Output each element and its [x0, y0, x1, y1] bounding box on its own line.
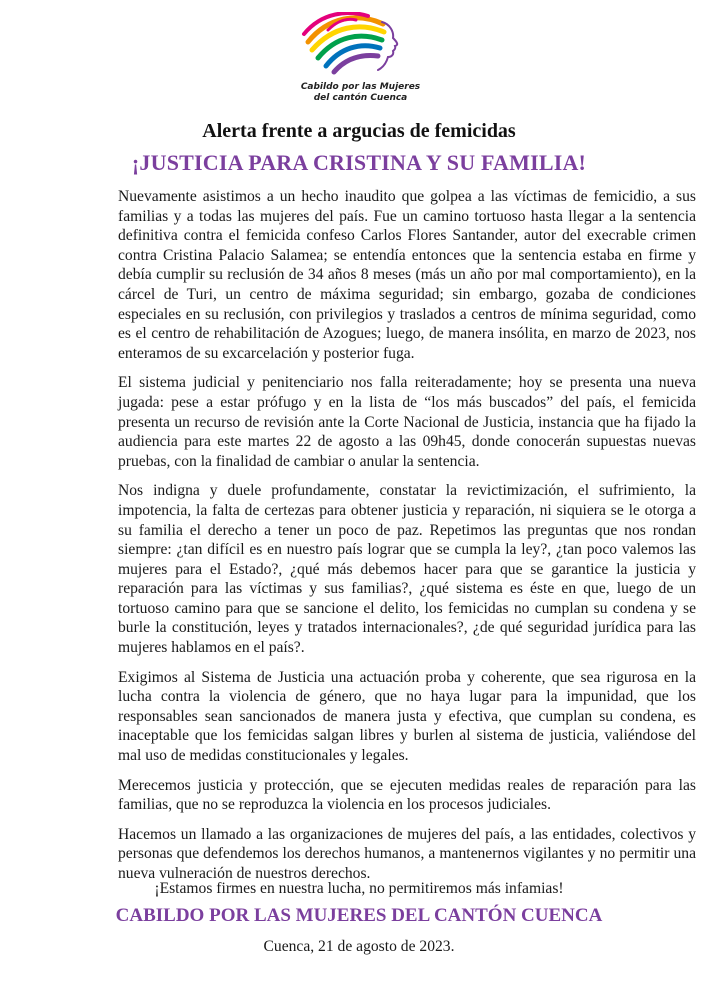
- document-date: Cuenca, 21 de agosto de 2023.: [263, 938, 455, 955]
- paragraph-4: Exigimos al Sistema de Justicia una actuación proba y coherente, que sea rigurosa en la lucha contra la violencia de género, que no haya lugar para la impunidad, que los responsables sean sancionados de manera justa y efectiva, que cumplan su condena, es inaceptable que los femicidas salgan libres y burlen al sistema de justicia, valiéndose del mal uso de medidas constitucionales y legales.: [118, 668, 696, 765]
- logo-line-1: Cabildo por las Mujeres: [300, 82, 421, 92]
- signature: CABILDO POR LAS MUJERES DEL CANTÓN CUENCA: [115, 905, 603, 926]
- paragraph-3: Nos indigna y duele profundamente, constatar la revictimización, el sufrimiento, la impotencia, la falta de certezas para obtener justicia y reparación, ni siquiera se le otorga a su familia el derecho a tener un poco de paz. Repetimos las preguntas que nos rondan siempre: ¿tan difícil es en nuestro país lograr que se cumpla la ley?, ¿tan poco valemos las mujeres para el Estado?, ¿qué más debemos hacer para que se garantice la justicia y reparación para las víctimas y sus familias?, ¿qué sistema es éste en que, luego de un tortuoso camino para que se sancione el delito, los femicidas no cumplan su condena y se burle la constitución, leyes y tratados internacionales?, ¿de qué seguridad jurídica para las mujeres hablamos en el país?.: [118, 482, 696, 657]
- women-profile-rainbow-logo-icon: [298, 12, 423, 84]
- document-subtitle: ¡JUSTICIA PARA CRISTINA Y SU FAMILIA!: [131, 150, 587, 175]
- cabildo-logo: [298, 12, 423, 110]
- logo-line-2: del cantón Cuenca: [313, 93, 408, 103]
- document-body: [118, 187, 696, 894]
- document-title: Alerta frente a argucias de femicidas: [202, 120, 516, 142]
- paragraph-5: Merecemos justicia y protección, que se ejecuten medidas reales de reparación para las familias, que no se reproduzca la violencia en los procesos judiciales.: [118, 776, 696, 814]
- paragraph-1: Nuevamente asistimos a un hecho inaudito que golpea a las víctimas de femicidio, a sus familias y a todas las mujeres del país. Fue un camino tortuoso hasta llegar a la sentencia definitiva contra el femicida confeso Carlos Flores Santander, autor del execrable crimen contra Cristina Palacio Salamea; se entendía entonces que la sentencia estaba en firme y debía cumplir su reclusión de 34 años 8 meses (más un año por mal comportamiento), en la cárcel de Turi, un centro de máxima seguridad; sin embargo, gozaba de condiciones especiales en su reclusión, con privilegios y traslados a centros de mínima seguridad, como es el centro de rehabilitación de Azogues; luego, de manera insólita, en marzo de 2023, nos enteramos de su excarcelación y posterior fuga.: [118, 188, 696, 362]
- paragraph-6: Hacemos un llamado a las organizaciones de mujeres del país, a las entidades, colectivos y personas que defendemos los derechos humanos, a mantenernos vigilantes y no permitir una nueva vulneración de nuestros derechos.: [118, 825, 696, 882]
- closing-statement: ¡Estamos firmes en nuestra lucha, no permitiremos más infamias!: [154, 880, 564, 897]
- paragraph-2: El sistema judicial y penitenciario nos falla reiteradamente; hoy se presenta una nueva jugada: pese a estar prófugo y en la lista de “los más buscados” del país, el femicida presenta un recurso de revisión ante la Corte Nacional de Justicia, instancia que ha fijado la audiencia para este martes 22 de agosto a las 09h45, donde conocerán supuestas nuevas pruebas, con la finalidad de cambiar o anular la sentencia.: [118, 374, 696, 470]
